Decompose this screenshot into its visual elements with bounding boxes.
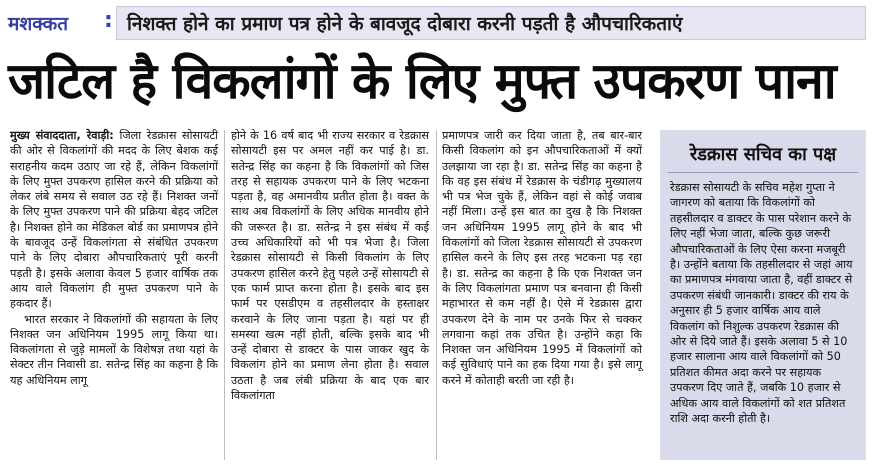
article-column-3 <box>442 128 642 388</box>
article-text: जिला रेडक्रास सोसायटी की ओर से विकलांगों की मदद के लिए बेशक कई सराहनीय कदम उठाए जा रहे हैं, लेकिन विकलांगों के लिए मुफ्त उपकरण हासिल करने की प्रक्रिया को लेकर लंबे समय से सवाल उठ रहे हैं। निशक्त जनों के लिए मुफ्त उपकरण पाने की प्रक्रिया बेहद जटिल है। निशक्त होने का मेडिकल बोर्ड का प्रमाणपत्र होने के बावजूद उन्हें विकलांगता से संबंधित उपकरण पाने के लिए दोबारा औपचारिकताएं पूरी करनी पड़ती है। इसके अलावा केवल 5 हजार वार्षिक तक आय वाले विकलांग ही मुफ्त उपकरण पाने के हकदार हैं। <box>10 129 219 311</box>
kicker-tag: मशक्कत <box>8 13 69 35</box>
column-divider <box>224 130 225 460</box>
sidebar-box <box>660 130 866 460</box>
kicker-colon: : <box>104 8 113 33</box>
kicker-bar <box>6 6 866 40</box>
sidebar-divider <box>668 172 858 173</box>
sidebar-title: रेडक्रास सचिव का पक्ष <box>689 144 837 165</box>
article-column-1 <box>10 128 218 388</box>
headline: जटिल है विकलांगों के लिए मुफ्त उपकरण पाना <box>8 52 836 110</box>
article-paragraph <box>10 128 218 312</box>
article-column-2 <box>231 128 429 403</box>
sidebar-text <box>670 180 858 427</box>
kicker-box <box>116 6 866 40</box>
article-paragraph: प्रमाणपत्र जारी कर दिया जाता है, तब बार-बार किसी विकलांग को इन औपचारिकताओं में क्यों उलझाया जा रहा है। डा. सतेन्द्र सिंह का कहना है कि वह इस संबंध में रेडक्रास के चंडीगढ़ मुख्यालय भी पत्र भेज चुके हैं, लेकिन वहां से कोई जवाब नहीं मिला। उन्हें इस बात का दुख है कि निशक्त जन अधिनियम 1995 लागू होने के बाद भी विकलांगों को जिला रेडक्रास सोसायटी से उपकरण हासिल करने के लिए इस तरह भटकना पड़ रहा है। डा. सतेन्द्र का कहना है कि एक निशक्त जन के लिए विकलांगता प्रमाण पत्र बनवाना ही किसी महाभारत से कम नहीं है। ऐसे में रेडक्रास द्वारा उपकरण देने के नाम पर उनके फिर से चक्कर लगवाना कहां तक उचित है। उन्होंने कहा कि निशक्त जन अधिनियम 1995 में विकलांगों को कई सुविधाएं पाने का हक दिया गया है। इसे लागू करने में कोताही बरती जा रही है। <box>442 129 642 387</box>
kicker-text: निशक्त होने का प्रमाण पत्र होने के बावजूद दोबारा करनी पड़ती है औपचारिकताएं <box>127 13 683 35</box>
article-paragraph: होने के 16 वर्ष बाद भी राज्य सरकार व रेडक्रास सोसायटी इस पर अमल नहीं कर पाई है। डा. सतेन्द्र सिंह का कहना है कि विकलांगों को जिस तरह से सहायक उपकरण पाने के लिए भटकना पड़ता है, वह अमानवीय प्रतीत होता है। वक्त के साथ अब विकलांगों के लिए अधिक मानवीय होने की जरूरत है। डा. सतेन्द्र ने इस संबंध में कई उच्च अधिकारियों को भी पत्र भेजा है। जिला रेडक्रास सोसायटी से किसी विकलांग के लिए उपकरण हासिल करने हेतु पहले उन्हें सोसायटी से एक फार्म प्राप्त करना होता है। इसके बाद इस फार्म पर एसडीएम व तहसीलदार के हस्ताक्षर करवाने के लिए जाना पड़ता है। यहां पर ही समस्या खत्म नहीं होती, बल्कि इसके बाद भी उन्हें दोबारा से डाक्टर के पास जाकर खुद के विकलांग होने का प्रमाण लेना होता है। सवाल उठता है जब लंबी प्रक्रिया के बाद एक बार विकलांगता <box>231 129 429 403</box>
byline: मुख्य संवाददाता, रेवाड़ी: <box>10 129 114 142</box>
column-divider <box>436 130 437 460</box>
sidebar-paragraph: रेडक्रास सोसायटी के सचिव महेश गुप्ता ने जागरण को बताया कि विकलांगों को तहसीलदार व डाक्टर के पास परेशान करने के लिए नहीं भेजा जाता, बल्कि कुछ जरूरी औपचारिकताओं के लिए ऐसा करना मजबूरी है। उन्होंने बताया कि तहसीलदार से जहां आय का प्रमाणपत्र मंगवाया जाता है, वहीं डाक्टर से उपकरण संबंधी जानकारी। डाक्टर की राय के अनुसार ही 5 हजार वार्षिक आय वाले विकलांग को निशुल्क उपकरण रेडक्रास की ओर से दिये जाते हैं। इसके अलावा 5 से 10 हजार सालाना आय वाले विकलांगों को 50 प्रतिशत कीमत अदा करने पर सहायक उपकरण दिए जाते हैं, जबकि 10 हजार से अधिक आय वाले विकलांगों को शत प्रतिशत राशि अदा करनी होती है। <box>670 181 853 426</box>
article-paragraph: भारत सरकार ने विकलांगों की सहायता के लिए निशक्त जन अधिनियम 1995 लागू किया था। विकलांगता से जुड़े मामलों के विशेषज्ञ तथा यहां के सेक्टर तीन निवासी डा. सतेन्द्र सिंह का कहना है कि यह अधिनियम लागू <box>10 312 218 387</box>
